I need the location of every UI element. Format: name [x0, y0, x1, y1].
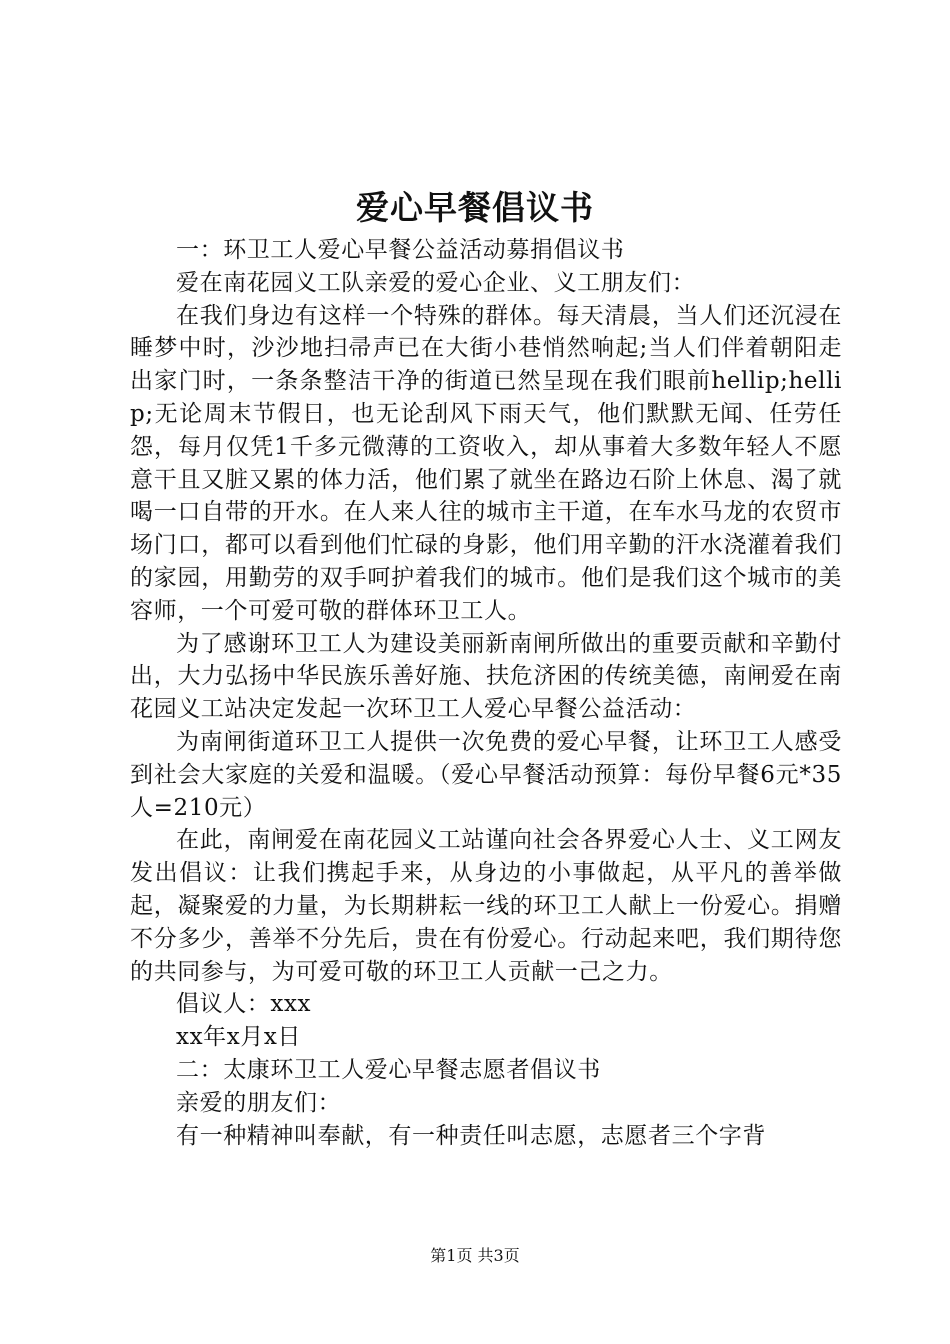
page-footer: 第1页 共3页	[430, 1246, 520, 1265]
paragraph: 为南闸街道环卫工人提供一次免费的爱心早餐，让环卫工人感受到社会大家庭的关爱和温暖。（爱心早餐活动预算：每份早餐6元*35人=210元）	[130, 728, 842, 821]
paragraph: 在我们身边有这样一个特殊的群体。每天清晨，当人们还沉浸在睡梦中时，沙沙地扫帚声已在大街小巷悄然响起;当人们伴着朝阳走出家门时，一条条整洁干净的街道已然呈现在我们眼前hellip;hellip;无论周末节假日，也无论刮风下雨天气，他们默默无闻、任劳任怨，每月仅凭1千多元微薄的工资收入，却从事着大多数年轻人不愿意干且又脏又累的体力活，他们累了就坐在路边石阶上休息、渴了就喝一口自带的开水。在人来人往的城市主干道，在车水马龙的农贸市场门口，都可以看到他们忙碌的身影，他们用辛勤的汗水浇灌着我们的家园，用勤劳的双手呵护着我们的城市。他们是我们这个城市的美容师，一个可爱可敬的群体环卫工人。	[130, 302, 842, 624]
paragraph: 为了感谢环卫工人为建设美丽新南闸所做出的重要贡献和辛勤付出，大力弘扬中华民族乐善好施、扶危济困的传统美德，南闸爱在南花园义工站决定发起一次环卫工人爱心早餐公益活动：	[130, 630, 842, 723]
salutation-2: 亲爱的朋友们：	[176, 1089, 342, 1116]
paragraph: 有一种精神叫奉献，有一种责任叫志愿，志愿者三个字背	[176, 1122, 766, 1149]
document-body	[130, 234, 842, 1152]
signatory: 倡议人：xxx	[176, 991, 312, 1018]
document-title: 爱心早餐倡议书	[356, 188, 594, 227]
salutation-1: 爱在南花园义工队亲爱的爱心企业、义工朋友们：	[176, 269, 696, 296]
section-heading-2: 二：太康环卫工人爱心早餐志愿者倡议书	[176, 1056, 601, 1083]
date-line: xx年x月x日	[176, 1024, 302, 1051]
paragraph: 在此，南闸爱在南花园义工站谨向社会各界爱心人士、义工网友发出倡议：让我们携起手来，从身边的小事做起，从平凡的善举做起，凝聚爱的力量，为长期耕耘一线的环卫工人献上一份爱心。捐赠不分多少，善举不分先后，贵在有份爱心。行动起来吧，我们期待您的共同参与，为可爱可敬的环卫工人贡献一己之力。	[130, 827, 842, 985]
section-heading-1: 一：环卫工人爱心早餐公益活动募捐倡议书	[176, 237, 625, 263]
